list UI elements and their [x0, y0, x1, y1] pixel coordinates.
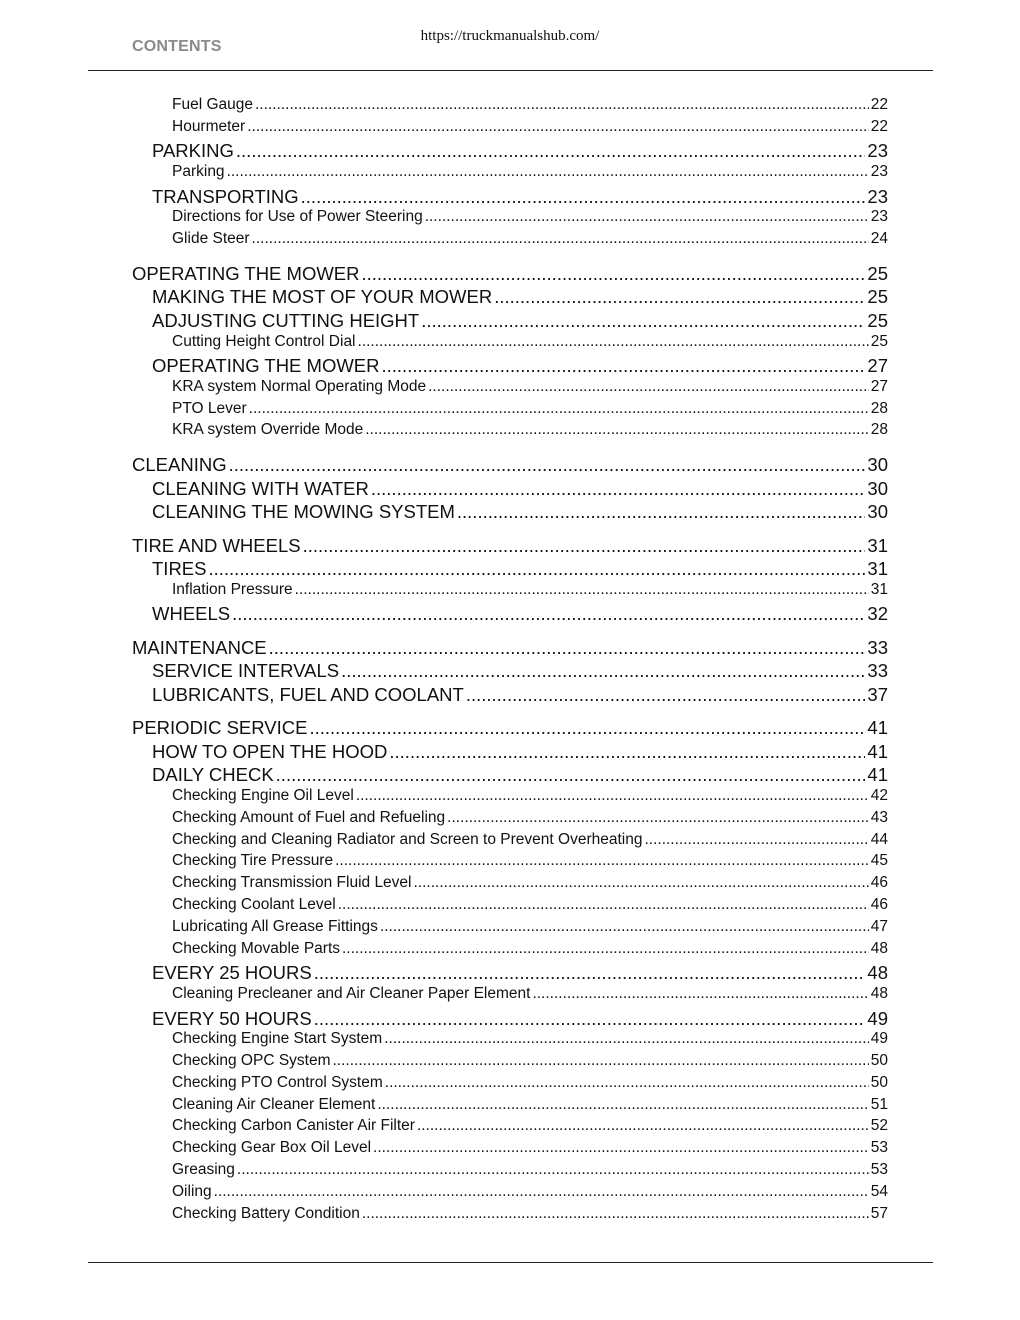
toc-entry-title: OPERATING THE MOWER	[132, 262, 360, 284]
toc-entry[interactable]	[152, 286, 888, 308]
dot-leader	[214, 1183, 869, 1201]
toc-entry-page: 48	[870, 984, 888, 1002]
toc-entry[interactable]	[172, 1030, 888, 1048]
toc-entry-page: 51	[870, 1095, 888, 1113]
toc-entry[interactable]	[172, 940, 888, 958]
dot-leader	[644, 831, 868, 849]
toc-entry-title: ADJUSTING CUTTING HEIGHT	[152, 309, 420, 331]
toc-entry-title: EVERY 25 HOURS	[152, 962, 312, 984]
toc-entry-page: 24	[870, 230, 888, 248]
toc-entry[interactable]	[172, 1161, 888, 1179]
toc-entry-page: 30	[867, 477, 888, 499]
dot-leader	[425, 208, 869, 226]
toc-entry[interactable]	[172, 1183, 888, 1201]
toc-entry-page: 22	[870, 117, 888, 135]
toc-entry-page: 45	[870, 852, 888, 870]
toc-entry-page: 31	[867, 534, 888, 556]
toc-entry-page: 54	[870, 1182, 888, 1200]
toc-entry-title: MAINTENANCE	[132, 636, 267, 658]
toc-entry[interactable]	[152, 186, 888, 208]
dot-leader	[385, 1074, 869, 1092]
dot-leader	[494, 286, 865, 308]
dot-leader	[208, 558, 865, 580]
toc-entry-title: CLEANING THE MOWING SYSTEM	[152, 501, 455, 523]
toc-entry-page: 22	[870, 96, 888, 113]
toc-entry-title: EVERY 50 HOURS	[152, 1007, 312, 1029]
dot-leader	[252, 230, 869, 248]
toc-entry-title: Checking Tire Pressure	[172, 852, 334, 870]
toc-entry-title: Hourmeter	[172, 117, 246, 135]
dot-leader	[342, 940, 869, 958]
toc-entry[interactable]	[152, 558, 888, 580]
toc-entry-title: Checking Engine Oil Level	[172, 787, 354, 804]
toc-entry[interactable]	[172, 333, 888, 351]
toc-entry[interactable]	[172, 118, 888, 136]
dot-leader	[457, 501, 866, 523]
toc-entry-title: Fuel Gauge	[172, 96, 253, 113]
dot-leader	[301, 186, 866, 208]
toc-entry-page: 23	[867, 140, 888, 162]
dot-leader	[309, 717, 865, 739]
toc-entry-title: Checking Coolant Level	[172, 896, 336, 913]
toc-entry-title: Inflation Pressure	[172, 580, 293, 598]
toc-entry[interactable]	[172, 400, 888, 418]
toc-entry-title: Checking PTO Control System	[172, 1073, 383, 1091]
dot-leader	[341, 660, 865, 682]
toc-entry-page: 27	[870, 377, 888, 395]
dot-leader	[358, 333, 869, 351]
header-divider	[88, 70, 933, 71]
dot-leader	[295, 581, 869, 599]
toc-entry[interactable]	[172, 1096, 888, 1114]
toc-entry-title: Parking	[172, 163, 225, 181]
toc-entry[interactable]	[172, 163, 888, 181]
toc-entry-title: PERIODIC SERVICE	[132, 717, 308, 739]
dot-leader	[377, 1096, 868, 1114]
section-label: CONTENTS	[132, 38, 222, 55]
toc-entry-page: 25	[867, 309, 888, 331]
toc-entry-title: CLEANING WITH WATER	[152, 477, 369, 499]
toc-entry-title: Glide Steer	[172, 230, 250, 248]
toc-entry-title: Checking and Cleaning Radiator and Screen to Prevent Overheating	[172, 830, 643, 848]
toc-entry[interactable]	[172, 985, 888, 1003]
toc-entry-title: Cutting Height Control Dial	[172, 332, 356, 350]
dot-leader	[314, 1008, 866, 1030]
toc-entry[interactable]	[172, 809, 888, 827]
toc-entry-title: HOW TO OPEN THE HOOD	[152, 740, 388, 762]
toc-entry[interactable]	[152, 501, 888, 523]
toc-entry-page: 31	[870, 580, 888, 598]
toc-entry[interactable]	[132, 637, 888, 659]
toc-entry-page: 49	[867, 1007, 888, 1029]
dot-leader	[373, 1139, 869, 1157]
toc-entry-title: Directions for Use of Power Steering	[172, 208, 423, 226]
toc-entry-title: DAILY CHECK	[152, 764, 274, 786]
toc-entry[interactable]	[172, 1139, 888, 1157]
dot-leader	[421, 310, 865, 332]
toc-entry-title: SERVICE INTERVALS	[152, 660, 340, 682]
dot-leader	[371, 478, 866, 500]
toc-entry[interactable]	[172, 96, 888, 114]
toc-entry-page: 31	[867, 558, 888, 580]
toc-entry-page: 52	[870, 1117, 888, 1135]
toc-entry-page: 33	[867, 660, 888, 682]
footer-divider	[88, 1262, 933, 1263]
dot-leader	[236, 140, 866, 162]
toc-entry-title: PTO Lever	[172, 399, 247, 417]
toc-entry[interactable]	[132, 454, 888, 476]
toc-entry-page: 25	[870, 332, 888, 350]
toc-entry-page: 44	[870, 830, 888, 848]
dot-leader	[303, 535, 866, 557]
toc-entry-page: 28	[870, 399, 888, 417]
toc-entry-page: 25	[867, 286, 888, 308]
toc-entry-title: LUBRICANTS, FUEL AND COOLANT	[152, 683, 464, 705]
toc-entry[interactable]	[132, 535, 888, 557]
toc-entry[interactable]	[152, 140, 888, 162]
toc-entry-title: Checking Transmission Fluid Level	[172, 874, 412, 892]
toc-entry[interactable]	[152, 1008, 888, 1030]
toc-entry[interactable]	[172, 896, 888, 914]
dot-leader	[229, 454, 866, 476]
dot-leader	[333, 1052, 869, 1070]
toc-entry-title: Cleaning Precleaner and Air Cleaner Paper Element	[172, 984, 531, 1002]
toc-entry-title: TIRE AND WHEELS	[132, 534, 301, 556]
dot-leader	[414, 874, 869, 892]
toc-entry-page: 30	[867, 501, 888, 523]
toc-entry[interactable]	[172, 1117, 888, 1135]
dot-leader	[389, 741, 865, 763]
toc-entry-page: 27	[867, 355, 888, 377]
toc-entry-page: 23	[870, 163, 888, 181]
toc-entry[interactable]	[152, 660, 888, 682]
toc-entry-title: Checking Engine Start System	[172, 1030, 383, 1048]
toc-entry[interactable]	[172, 378, 888, 396]
toc-entry[interactable]	[152, 764, 888, 786]
toc-entry-title: MAKING THE MOST OF YOUR MOWER	[152, 286, 493, 308]
toc-entry-page: 50	[870, 1073, 888, 1091]
dot-leader	[269, 637, 866, 659]
dot-leader	[362, 263, 866, 285]
toc-entry-title: Checking OPC System	[172, 1052, 331, 1069]
toc-entry-title: Cleaning Air Cleaner Element	[172, 1095, 376, 1113]
toc-entry[interactable]	[152, 310, 888, 332]
toc-entry-title: Checking Amount of Fuel and Refueling	[172, 808, 446, 826]
dot-leader	[362, 1205, 869, 1223]
toc-entry-page: 32	[867, 603, 888, 625]
toc-entry-title: OPERATING THE MOWER	[152, 355, 380, 377]
toc-entry[interactable]	[172, 874, 888, 892]
toc-entry-page: 57	[870, 1204, 888, 1222]
toc-entry-page: 25	[867, 262, 888, 284]
toc-entry[interactable]	[172, 208, 888, 226]
toc-entry[interactable]	[132, 263, 888, 285]
toc-entry-page: 49	[870, 1030, 888, 1048]
dot-leader	[384, 1030, 869, 1048]
toc-entry-page: 43	[870, 808, 888, 826]
dot-leader	[338, 896, 869, 914]
toc-entry-title: TRANSPORTING	[152, 185, 299, 207]
toc-entry[interactable]	[172, 1205, 888, 1223]
dot-leader	[232, 603, 865, 625]
dot-leader	[255, 96, 869, 114]
toc-entry-page: 42	[870, 787, 888, 804]
dot-leader	[247, 118, 869, 136]
toc-entry[interactable]	[172, 787, 888, 805]
dot-leader	[249, 400, 869, 418]
dot-leader	[447, 809, 869, 827]
toc-entry-page: 53	[870, 1161, 888, 1178]
toc-entry-title: Greasing	[172, 1161, 235, 1178]
dot-leader	[237, 1161, 869, 1179]
toc-entry-page: 37	[867, 683, 888, 705]
toc-entry-page: 46	[870, 896, 888, 913]
dot-leader	[276, 764, 866, 786]
toc-entry-page: 33	[867, 636, 888, 658]
toc-entry[interactable]	[172, 852, 888, 870]
toc-entry-page: 53	[870, 1139, 888, 1157]
toc-entry-page: 28	[870, 421, 888, 439]
dot-leader	[314, 962, 866, 984]
toc-entry-title: Checking Movable Parts	[172, 939, 340, 957]
toc-entry-title: PARKING	[152, 140, 234, 162]
dot-leader	[428, 378, 869, 396]
toc-entry-page: 47	[870, 917, 888, 935]
dot-leader	[532, 985, 868, 1003]
toc-entry[interactable]	[172, 581, 888, 599]
toc-entry-page: 30	[867, 454, 888, 476]
dot-leader	[356, 787, 869, 805]
toc-entry[interactable]	[152, 684, 888, 706]
toc-entry[interactable]	[172, 421, 888, 439]
toc-entry-page: 46	[870, 874, 888, 892]
toc-entry[interactable]	[152, 741, 888, 763]
toc-entry[interactable]	[152, 478, 888, 500]
toc-entry[interactable]	[132, 717, 888, 739]
toc-entry[interactable]	[152, 603, 888, 625]
toc-entry-title: KRA system Normal Operating Mode	[172, 377, 427, 395]
toc-entry[interactable]	[172, 1052, 888, 1070]
toc-entry-page: 41	[867, 764, 888, 786]
dot-leader	[382, 355, 866, 377]
dot-leader	[380, 918, 869, 936]
source-url: https://truckmanualshub.com/	[420, 28, 600, 44]
toc-entry-page: 23	[867, 185, 888, 207]
dot-leader	[466, 684, 866, 706]
toc-entry-title: CLEANING	[132, 454, 227, 476]
dot-leader	[335, 852, 869, 870]
toc-entry[interactable]	[172, 230, 888, 248]
toc-entry-page: 41	[867, 717, 888, 739]
toc-entry[interactable]	[172, 918, 888, 936]
toc-entry-page: 23	[870, 208, 888, 226]
toc-entry-page: 41	[867, 740, 888, 762]
toc-entry-page: 48	[867, 962, 888, 984]
toc-entry[interactable]	[152, 355, 888, 377]
toc-entry-title: Lubricating All Grease Fittings	[172, 917, 378, 935]
toc-entry-title: TIRES	[152, 558, 207, 580]
dot-leader	[365, 421, 869, 439]
toc-entry-title: KRA system Override Mode	[172, 421, 364, 439]
toc-entry[interactable]	[152, 962, 888, 984]
toc-entry-title: WHEELS	[152, 603, 231, 625]
dot-leader	[227, 163, 869, 181]
toc-entry-title: Checking Gear Box Oil Level	[172, 1139, 372, 1157]
toc-entry-title: Oiling	[172, 1182, 212, 1200]
toc-entry[interactable]	[172, 831, 888, 849]
toc-entry[interactable]	[172, 1074, 888, 1092]
toc-entry-title: Checking Battery Condition	[172, 1204, 360, 1222]
dot-leader	[417, 1117, 869, 1135]
toc-entry-page: 48	[870, 939, 888, 957]
toc-entry-title: Checking Carbon Canister Air Filter	[172, 1117, 415, 1135]
toc-entry-page: 50	[870, 1052, 888, 1069]
